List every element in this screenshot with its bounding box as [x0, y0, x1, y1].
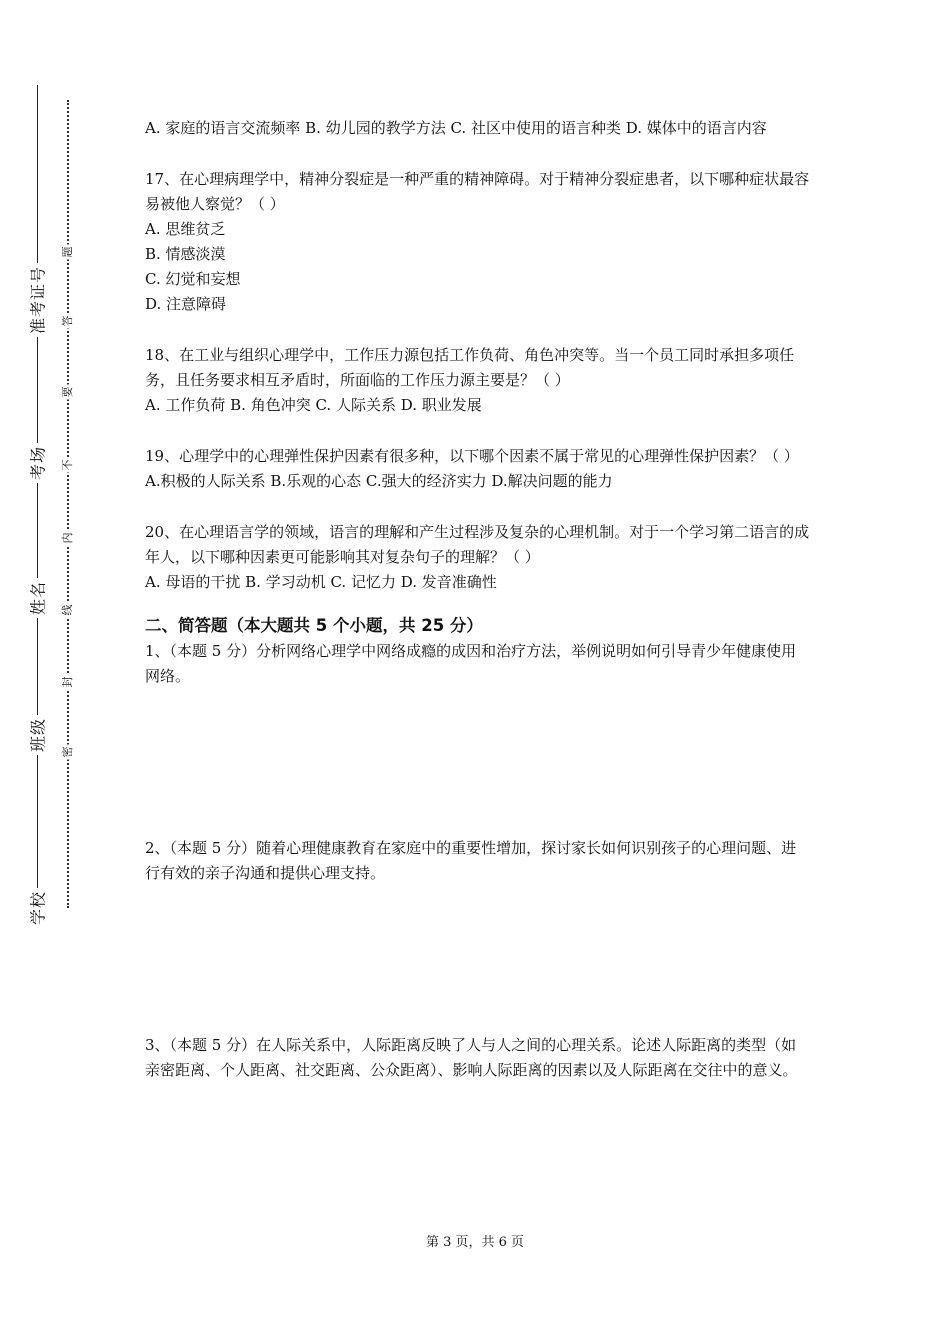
- margin-label-exam-id: 准考证号: [26, 263, 49, 337]
- seal-note: 要: [61, 386, 74, 398]
- page-number: 第 3 页，共 6 页: [425, 1235, 525, 1250]
- exam-content: [145, 116, 810, 1083]
- seal-note: 封: [61, 676, 74, 688]
- seal-note: 内: [61, 532, 74, 544]
- question-16-continued: [145, 116, 810, 141]
- question-stem: 19、心理学中的心理弹性保护因素有很多种，以下哪个因素不属于常见的心理弹性保护因素？（ ）: [145, 447, 799, 465]
- short-answer-3: [145, 1033, 810, 1083]
- question-option: A. 思维贫乏: [145, 220, 226, 238]
- seal-note: 密: [61, 746, 74, 758]
- section-title: 二、简答题（本大题共 5 个小题，共 25 分）: [145, 616, 483, 635]
- short-answer-question: 2、（本题 5 分）随着心理健康教育在家庭中的重要性增加，探讨家长如何识别孩子的心理问题、进行有效的亲子沟通和提供心理支持。: [145, 839, 797, 882]
- question-option: A.积极的人际关系 B.乐观的心态 C.强大的经济实力 D.解决问题的能力: [145, 472, 613, 490]
- question-option: B. 情感淡漠: [145, 245, 226, 263]
- short-answer-question: 3、（本题 5 分）在人际关系中，人际距离反映了人与人之间的心理关系。论述人际距离的类型（如亲密距离、个人距离、社交距离、公众距离）、影响人际距离的因素以及人际距离在交往中的意义。: [145, 1036, 798, 1079]
- answer-space: [145, 886, 810, 1033]
- margin-label-name: 姓名: [26, 578, 49, 618]
- question-17: [145, 167, 810, 317]
- margin-label-exam-room: 考场: [26, 443, 49, 483]
- answer-space: [145, 689, 810, 836]
- question-stem: 20、在心理语言学的领域，语言的理解和产生过程涉及复杂的心理机制。对于一个学习第二语言的成年人，以下哪种因素更可能影响其对复杂句子的理解？（ ）: [145, 523, 810, 566]
- short-answer-1: [145, 639, 810, 689]
- short-answer-2: [145, 836, 810, 886]
- question-18: [145, 343, 810, 418]
- question-option: A. 家庭的语言交流频率 B. 幼儿园的教学方法 C. 社区中使用的语言种类 D. 媒体中的语言内容: [145, 119, 767, 137]
- binding-solid-line: [37, 85, 38, 925]
- seal-note: 答: [61, 315, 74, 327]
- question-stem: 18、在工业与组织心理学中，工作压力源包括工作负荷、角色冲突等。当一个员工同时承担多项任务，且任务要求相互矛盾时，所面临的工作压力源主要是？（ ）: [145, 346, 795, 389]
- question-19: [145, 444, 810, 494]
- margin-label-class: 班级: [26, 715, 49, 755]
- seal-note: 不: [61, 459, 74, 471]
- margin-label-school: 学校: [26, 888, 49, 928]
- question-stem: 17、在心理病理学中，精神分裂症是一种严重的精神障碍。对于精神分裂症患者，以下哪种症状最容易被他人察觉？（ ）: [145, 170, 810, 213]
- question-option: C. 幻觉和妄想: [145, 270, 241, 288]
- question-option: A. 工作负荷 B. 角色冲突 C. 人际关系 D. 职业发展: [145, 396, 482, 414]
- seal-note: 题: [61, 246, 74, 258]
- question-option: A. 母语的干扰 B. 学习动机 C. 记忆力 D. 发音准确性: [145, 573, 497, 591]
- question-option: D. 注意障碍: [145, 295, 227, 313]
- question-20: [145, 520, 810, 595]
- seal-dotted-line: [67, 100, 69, 908]
- short-answer-question: 1、（本题 5 分）分析网络心理学中网络成瘾的成因和治疗方法，举例说明如何引导青少年健康使用网络。: [145, 642, 797, 685]
- seal-note: 线: [61, 604, 74, 616]
